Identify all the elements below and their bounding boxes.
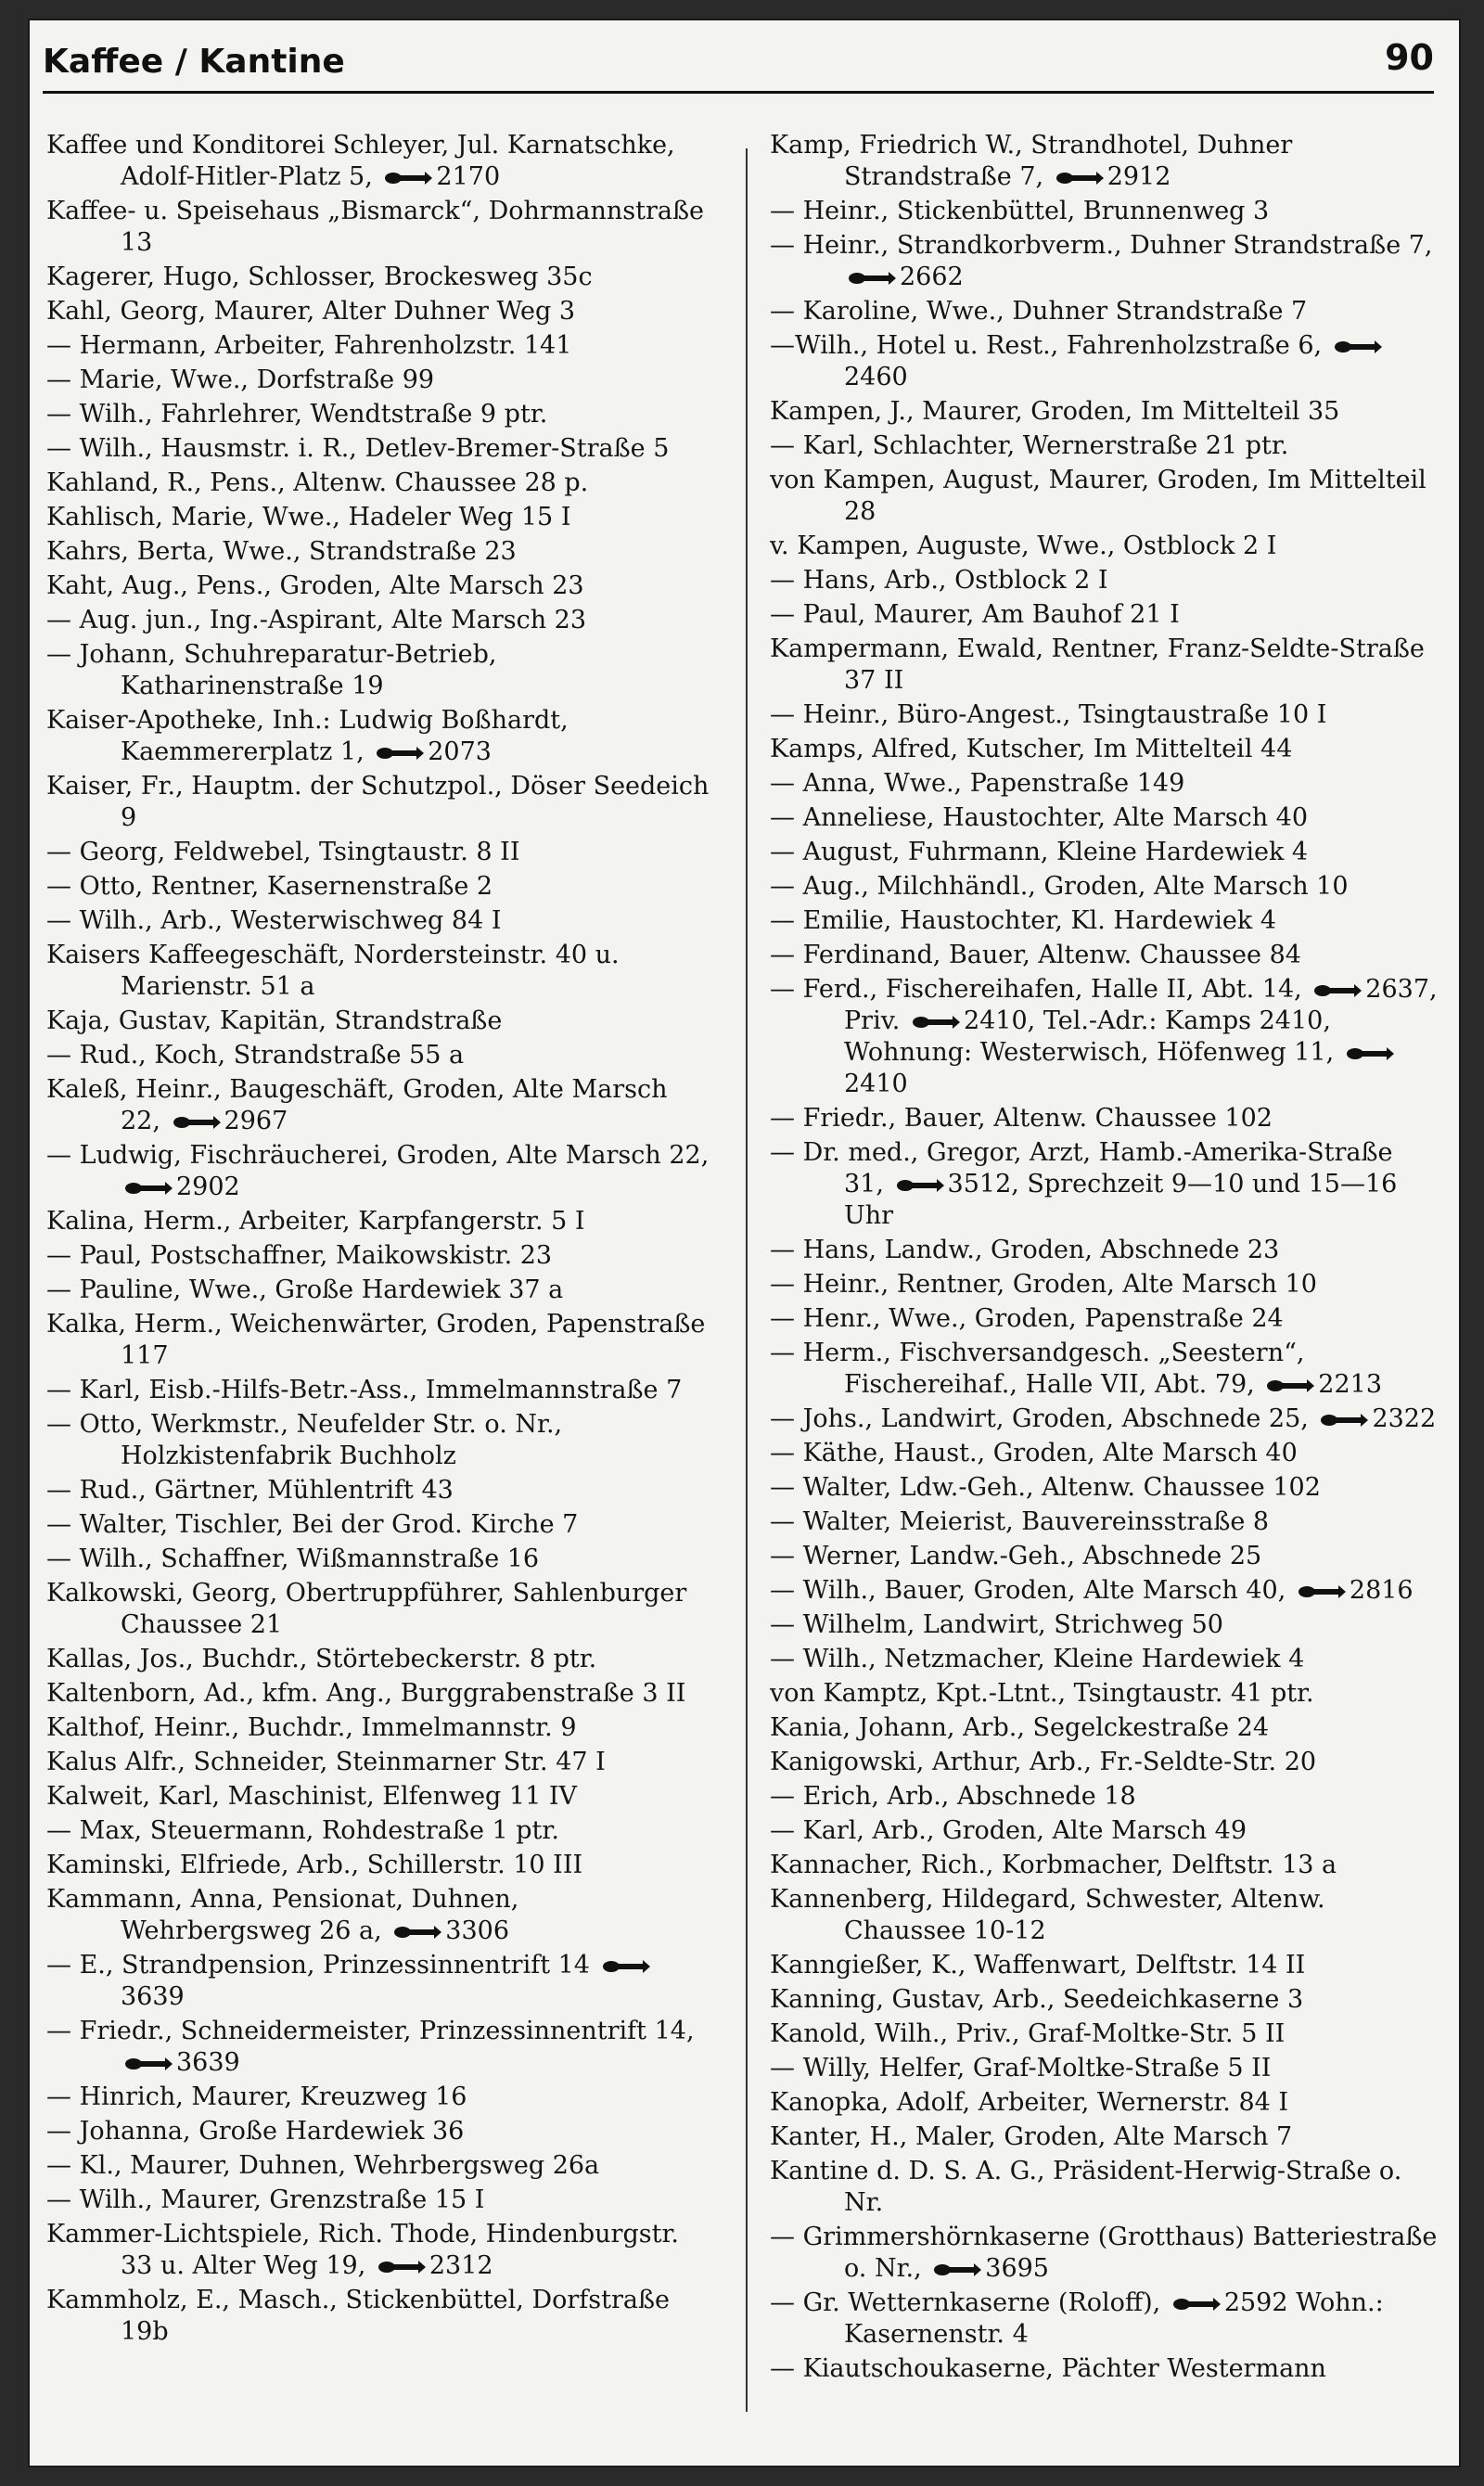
directory-entry: — Emilie, Haustochter, Kl. Hardewiek 4: [770, 906, 1277, 935]
directory-entry: — Willy, Helfer, Graf-Moltke-Straße 5 II: [770, 2054, 1272, 2082]
directory-entry: — Henr., Wwe., Groden, Papenstraße 24: [770, 1304, 1284, 1333]
directory-entry: Kaiser, Fr., Hauptm. der Schutzpol., Döser Seedeich 9: [46, 772, 710, 832]
directory-entry: — Walter, Ldw.-Geh., Altenw. Chaussee 102: [770, 1473, 1321, 1502]
directory-entry: — Gr. Wetternkaserne (Roloff), 2592 Wohn.: Kasernenstr. 4: [770, 2288, 1384, 2349]
phone-icon: [124, 1181, 173, 1196]
directory-entry: — Wilhelm, Landwirt, Strichweg 50: [770, 1610, 1223, 1639]
directory-entry: — Johann, Schuhreparatur-Betrieb, Katharinenstraße 19: [46, 640, 497, 700]
directory-entry: — August, Fuhrmann, Kleine Hardewiek 4: [770, 838, 1309, 866]
directory-entry: — Wilh., Arb., Westerwischweg 84 I: [46, 906, 502, 935]
directory-entry: Kaja, Gustav, Kapitän, Strandstraße: [46, 1006, 503, 1035]
directory-entry: — Karoline, Wwe., Duhner Strandstraße 7: [770, 297, 1308, 326]
directory-entry: — Wilh., Netzmacher, Kleine Hardewiek 4: [770, 1645, 1305, 1673]
directory-entry: — Hans, Landw., Groden, Abschnede 23: [770, 1236, 1280, 1264]
directory-entry: Kania, Johann, Arb., Segelckestraße 24: [770, 1713, 1269, 1742]
directory-entry: Kannenberg, Hildegard, Schwester, Altenw. Chaussee 10-12: [770, 1885, 1325, 1945]
directory-entry: — E., Strandpension, Prinzessinnentrift 14 3639: [46, 1950, 714, 2013]
directory-entry: — Kl., Maurer, Duhnen, Wehrbergsweg 26a: [46, 2151, 600, 2180]
phone-icon: [1055, 171, 1104, 186]
directory-entry: Kalka, Herm., Weichenwärter, Groden, Papenstraße 117: [46, 1310, 706, 1370]
directory-entry: — Wilh., Maurer, Grenzstraße 15 I: [46, 2185, 485, 2214]
phone-icon: [933, 2262, 981, 2277]
directory-entry: Kalus Alfr., Schneider, Steinmarner Str. 47 I: [46, 1748, 606, 1776]
directory-entry: Kaminski, Elfriede, Arb., Schillerstr. 10 III: [46, 1851, 583, 1879]
directory-entry: Kalkowski, Georg, Obertruppführer, Sahlenburger Chaussee 21: [46, 1579, 687, 1639]
directory-entry: — Anneliese, Haustochter, Alte Marsch 40: [770, 803, 1309, 832]
directory-entry: Kaffee- u. Speisehaus „Bismarck“, Dohrmannstraße 13: [46, 197, 704, 257]
directory-entry: Kanopka, Adolf, Arbeiter, Wernerstr. 84 I: [770, 2088, 1289, 2117]
directory-entry: — Otto, Werkmstr., Neufelder Str. o. Nr., Holzkistenfabrik Buchholz: [46, 1410, 563, 1470]
directory-entry: — Wilh., Hausmstr. i. R., Detlev-Bremer-Straße 5: [46, 434, 670, 463]
directory-entry: — Max, Steuermann, Rohdestraße 1 ptr.: [46, 1816, 559, 1845]
directory-entry: Kammer-Lichtspiele, Rich. Thode, Hindenburgstr. 33 u. Alter Weg 19, 2312: [46, 2220, 679, 2280]
left-column: [46, 130, 714, 2351]
phone-icon: [1313, 983, 1362, 998]
directory-entry: Kaleß, Heinr., Baugeschäft, Groden, Alte Marsch 22, 2967: [46, 1075, 668, 1135]
directory-entry: — Ferdinand, Bauer, Altenw. Chaussee 84: [770, 941, 1301, 969]
directory-entry: Kallas, Jos., Buchdr., Störtebeckerstr. 8 ptr.: [46, 1645, 597, 1673]
phone-icon: [124, 2057, 173, 2071]
directory-entry: — Karl, Schlachter, Wernerstraße 21 ptr.: [770, 431, 1289, 460]
directory-entry: Kaltenborn, Ad., kfm. Ang., Burggrabenstraße 3 II: [46, 1679, 686, 1708]
directory-entry: — Johs., Landwirt, Groden, Abschnede 25, 2322: [770, 1404, 1437, 1433]
directory-entry: — Paul, Maurer, Am Bauhof 21 I: [770, 600, 1180, 629]
directory-entry: Kahrs, Berta, Wwe., Strandstraße 23: [46, 537, 517, 566]
column-divider: [746, 148, 748, 2412]
phone-icon: [1346, 1046, 1394, 1061]
phone-icon: [912, 1015, 960, 1030]
directory-entry: Kanngießer, K., Waffenwart, Delftstr. 14 II: [770, 1951, 1306, 1980]
directory-entry: — Friedr., Schneidermeister, Prinzessinnentrift 14, 3639: [46, 2017, 695, 2077]
directory-entry: Kamps, Alfred, Kutscher, Im Mittelteil 44: [770, 735, 1293, 763]
directory-entry: Kantine d. D. S. A. G., Präsident-Herwig-Straße o. Nr.: [770, 2157, 1402, 2217]
phone-icon: [896, 1178, 944, 1193]
phone-icon: [1172, 2297, 1221, 2312]
directory-entry: Kalthof, Heinr., Buchdr., Immelmannstr. 9: [46, 1713, 577, 1742]
running-title: Kaffee / Kantine: [43, 43, 345, 81]
directory-entry: — Rud., Koch, Strandstraße 55 a: [46, 1041, 465, 1070]
directory-entry: — Käthe, Haust., Groden, Alte Marsch 40: [770, 1439, 1298, 1467]
directory-entry: Kalina, Herm., Arbeiter, Karpfangerstr. 5 I: [46, 1207, 585, 1236]
page-header: [43, 35, 1434, 94]
directory-entry: Kampermann, Ewald, Rentner, Franz-Seldte-Straße 37 II: [770, 634, 1425, 695]
directory-entry: Kammholz, E., Masch., Stickenbüttel, Dorfstraße 19b: [46, 2286, 670, 2346]
directory-entry: — Grimmershörnkaserne (Grotthaus) Batteriestraße o. Nr., 3695: [770, 2223, 1438, 2283]
directory-entry: — Herm., Fischversandgesch. „Seestern“, Fischereihaf., Halle VII, Abt. 79, 2213: [770, 1339, 1383, 1399]
directory-entry: — Heinr., Strandkorbverm., Duhner Strandstraße 7, 2662: [770, 231, 1433, 291]
phone-icon: [1298, 1584, 1346, 1599]
directory-entry: Kaht, Aug., Pens., Groden, Alte Marsch 23: [46, 571, 584, 600]
directory-page: [28, 19, 1461, 2467]
directory-entry: — Paul, Postschaffner, Maikowskistr. 23: [46, 1241, 553, 1270]
phone-icon: [1334, 340, 1382, 354]
phone-icon: [173, 1115, 221, 1130]
directory-entry: Kaffee und Konditorei Schleyer, Jul. Karnatschke, Adolf-Hitler-Platz 5, 2170: [46, 131, 675, 191]
directory-entry: Kanter, H., Maler, Groden, Alte Marsch 7: [770, 2122, 1293, 2151]
directory-entry: Kannacher, Rich., Korbmacher, Delftstr. 13 a: [770, 1851, 1337, 1879]
phone-icon: [393, 1925, 441, 1940]
directory-entry: — Georg, Feldwebel, Tsingtaustr. 8 II: [46, 838, 520, 866]
directory-entry: Kammann, Anna, Pensionat, Duhnen, Wehrbergsweg 26 a, 3306: [46, 1885, 519, 1945]
phone-icon: [602, 1959, 650, 1974]
directory-entry: Kaiser-Apotheke, Inh.: Ludwig Boßhardt, Kaemmererplatz 1, 2073: [46, 706, 569, 766]
directory-entry: Kahl, Georg, Maurer, Alter Duhner Weg 3: [46, 297, 576, 326]
directory-entry: — Otto, Rentner, Kasernenstraße 2: [46, 872, 493, 901]
directory-entry: — Wilh., Bauer, Groden, Alte Marsch 40, 2816: [770, 1576, 1414, 1605]
phone-icon: [1320, 1413, 1368, 1428]
phone-icon: [377, 2260, 426, 2275]
directory-entry: — Aug., Milchhändl., Groden, Alte Marsch 10: [770, 872, 1349, 901]
directory-entry: — Rud., Gärtner, Mühlentrift 43: [46, 1476, 454, 1505]
directory-entry: v. Kampen, Auguste, Wwe., Ostblock 2 I: [770, 532, 1277, 560]
directory-entry: — Erich, Arb., Abschnede 18: [770, 1782, 1136, 1811]
directory-entry: — Dr. med., Gregor, Arzt, Hamb.-Amerika-Straße 31, 3512, Sprechzeit 9—10 und 15—16 Uhr: [770, 1138, 1398, 1230]
directory-entry: — Heinr., Rentner, Groden, Alte Marsch 10: [770, 1270, 1317, 1299]
directory-entry: — Werner, Landw.-Geh., Abschnede 25: [770, 1542, 1262, 1570]
directory-entry: — Karl, Arb., Groden, Alte Marsch 49: [770, 1816, 1247, 1845]
directory-entry: — Walter, Tischler, Bei der Grod. Kirche 7: [46, 1510, 579, 1539]
directory-entry: —Wilh., Hotel u. Rest., Fahrenholzstraße 6, 2460: [770, 330, 1438, 393]
directory-entry: Kampen, J., Maurer, Groden, Im Mittelteil 35: [770, 397, 1340, 426]
directory-entry: — Johanna, Große Hardewiek 36: [46, 2117, 465, 2146]
directory-entry: — Heinr., Stickenbüttel, Brunnenweg 3: [770, 197, 1270, 225]
right-column: [770, 130, 1438, 2388]
directory-entry: — Hinrich, Maurer, Kreuzweg 16: [46, 2082, 467, 2111]
directory-entry: — Wilh., Fahrlehrer, Wendtstraße 9 ptr.: [46, 400, 548, 429]
directory-entry: — Marie, Wwe., Dorfstraße 99: [46, 365, 435, 394]
directory-entry: Kamp, Friedrich W., Strandhotel, Duhner Strandstraße 7, 2912: [770, 131, 1293, 191]
directory-entry: Kahland, R., Pens., Altenw. Chaussee 28 p.: [46, 468, 589, 497]
directory-entry: — Pauline, Wwe., Große Hardewiek 37 a: [46, 1275, 564, 1304]
directory-entry: — Friedr., Bauer, Altenw. Chaussee 102: [770, 1104, 1273, 1133]
directory-entry: Kahlisch, Marie, Wwe., Hadeler Weg 15 I: [46, 503, 571, 532]
directory-entry: — Kiautschoukaserne, Pächter Westermann: [770, 2354, 1326, 2383]
directory-entry: Kalweit, Karl, Maschinist, Elfenweg 11 IV: [46, 1782, 578, 1811]
phone-icon: [384, 171, 432, 186]
directory-entry: — Wilh., Schaffner, Wißmannstraße 16: [46, 1544, 540, 1573]
directory-entry: Kanigowski, Arthur, Arb., Fr.-Seldte-Str. 20: [770, 1748, 1317, 1776]
directory-entry: — Walter, Meierist, Bauvereinsstraße 8: [770, 1507, 1270, 1536]
page-number: 90: [1385, 37, 1434, 78]
directory-entry: — Hans, Arb., Ostblock 2 I: [770, 566, 1108, 595]
directory-entry: von Kampen, August, Maurer, Groden, Im Mittelteil 28: [770, 466, 1426, 526]
directory-entry: Kaisers Kaffeegeschäft, Nordersteinstr. 40 u. Marienstr. 51 a: [46, 941, 620, 1001]
directory-entry: — Anna, Wwe., Papenstraße 149: [770, 769, 1185, 798]
directory-entry: Kanold, Wilh., Priv., Graf-Moltke-Str. 5 II: [770, 2019, 1286, 2048]
phone-icon: [1266, 1378, 1314, 1393]
directory-entry: Kagerer, Hugo, Schlosser, Brockesweg 35c: [46, 263, 593, 291]
directory-entry: Kanning, Gustav, Arb., Seedeichkaserne 3: [770, 1985, 1304, 2014]
directory-entry: — Karl, Eisb.-Hilfs-Betr.-Ass., Immelmannstraße 7: [46, 1376, 683, 1404]
directory-entry: — Heinr., Büro-Angest., Tsingtaustraße 10 I: [770, 700, 1327, 729]
directory-entry: — Ludwig, Fischräucherei, Groden, Alte Marsch 22, 2902: [46, 1141, 710, 1201]
phone-icon: [848, 271, 896, 286]
phone-icon: [376, 746, 424, 761]
directory-entry: — Ferd., Fischereihafen, Halle II, Abt. 14, 2637, Priv. 2410, Tel.-Adr.: Kamps 2410, Wohnung: Westerwisch, Höfenweg 11, 2410: [770, 975, 1438, 1098]
directory-entry: — Hermann, Arbeiter, Fahrenholzstr. 141: [46, 331, 572, 360]
directory-entry: von Kamptz, Kpt.-Ltnt., Tsingtaustr. 41 ptr.: [770, 1679, 1314, 1708]
directory-entry: — Aug. jun., Ing.-Aspirant, Alte Marsch 23: [46, 606, 587, 634]
